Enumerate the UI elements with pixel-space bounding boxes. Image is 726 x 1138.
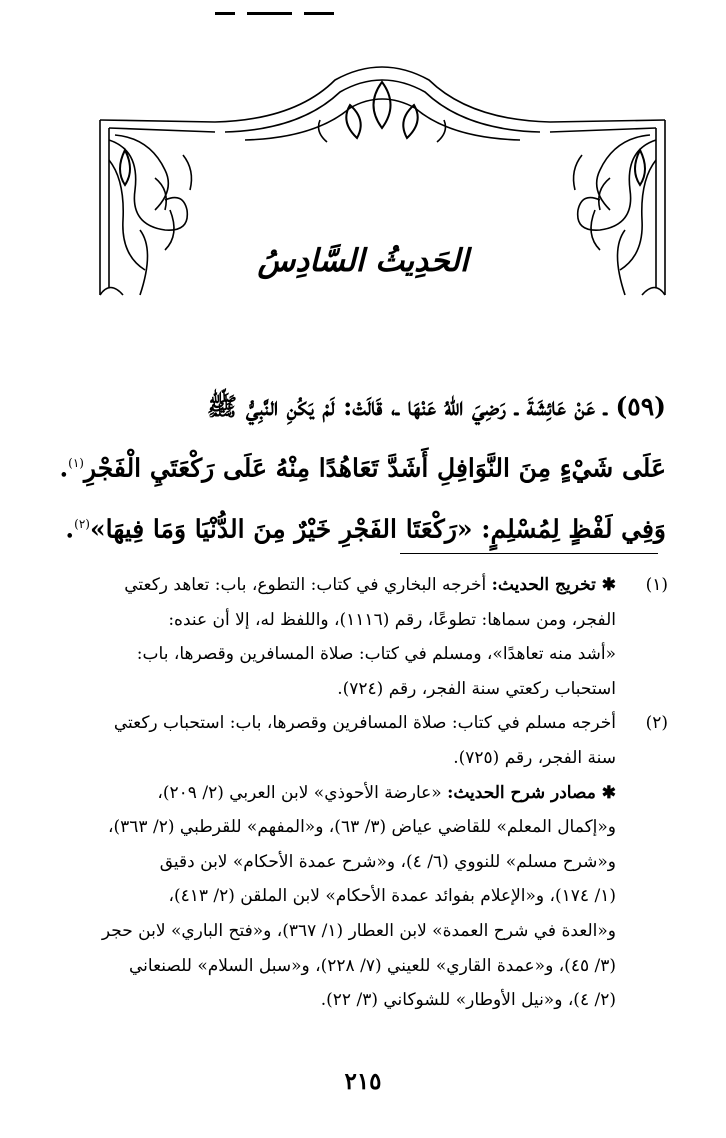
hadith-line-2-end: . (59, 453, 69, 483)
footnote-1-line-4: استحباب ركعتي سنة الفجر، رقم (٧٢٤). (337, 678, 616, 699)
top-cut-text (200, 0, 340, 4)
hadith-text (46, 378, 666, 558)
sources-body (56, 776, 616, 1018)
footnote-1-number: (١) (645, 575, 668, 595)
footnote-1 (56, 568, 668, 706)
page-number: ٢١٥ (344, 1068, 382, 1095)
footnote-1-lead: ✱ تخريج الحديث: (491, 575, 616, 595)
footnote-1-line-1-text: أخرجه البخاري في كتاب: التطوع، باب: تعاهد ركعتي (124, 575, 487, 595)
footnote-ref-1: (١) (68, 456, 84, 470)
footnote-1-body (56, 568, 616, 706)
footnotes (56, 568, 668, 1018)
sources-line-3: و«شرح مسلم» للنووي (٦/ ٤)، و«شرح عمدة الأحكام» لابن دقيق (159, 851, 616, 872)
sources-line-1-text: «عارضة الأحوذي» لابن العربي (٢/ ٢٠٩)، (157, 782, 442, 803)
footnote-ref-2: (٢) (74, 517, 90, 532)
footnote-separator (400, 553, 658, 554)
sources-line-2: و«إكمال المعلم» للقاضي عياض (٣/ ٦٣)، و«المفهم» للقرطبي (٢/ ٣٦٣)، (108, 817, 616, 838)
footnote-1-line-1 (56, 568, 616, 603)
sources-line-4: (١/ ١٧٤)، و«الإعلام بفوائد عمدة الأحكام» لابن الملقن (٢/ ٤١٣)، (168, 886, 616, 907)
sources-line-1 (56, 776, 616, 811)
sources-line-7: (٢/ ٤)، و«نيل الأوطار» للشوكاني (٣/ ٢٢). (320, 990, 616, 1011)
hadith-line-1: (٥٩) ـ عَنْ عَائِشَةَ ـ رَضِيَ اللهُ عَنْهَا ـ، قَالَتْ: لَمْ يَكُنِ النَّبِيُّ ﷺ (206, 392, 666, 421)
sources-block (56, 776, 668, 1018)
footnote-2 (56, 706, 668, 775)
footnote-2-body (56, 706, 616, 775)
hadith-line-3-end: . (65, 514, 75, 544)
hadith-line-3-text: وَفِي لَفْظٍ لِمُسْلِمٍ: «رَكْعَتَا الفَجْرِ خَيْرٌ مِنَ الدُّنْيَا وَمَا فِيهَا» (89, 514, 666, 544)
sources-line-5: و«العدة في شرح العمدة» لابن العطار (١/ ٣٦٧)، و«فتح الباري» لابن حجر (101, 920, 616, 941)
footnote-1-line-2: الفجر، ومن سماها: تطوعًا، رقم (١١١٦)، واللفظ له، إلا أن عنده: (168, 609, 616, 630)
footnote-2-line-1: أخرجه مسلم في كتاب: صلاة المسافرين وقصرها، باب: استحباب ركعتي (113, 713, 616, 734)
footnote-2-number: (٢) (645, 713, 668, 734)
footnote-2-line-2: سنة الفجر، رقم (٧٢٥). (453, 747, 616, 768)
hadith-line-3 (46, 496, 666, 557)
hadith-line-2-text: عَلَى شَيْءٍ مِنَ النَّوَافِلِ أَشَدَّ تَعَاهُدًا مِنْهُ عَلَى رَكْعَتَيِ الْفَجْرِ (83, 453, 666, 483)
sources-line-6: (٣/ ٤٥)، و«عمدة القاري» للعيني (٧/ ٢٢٨)، و«سبل السلام» للصنعاني (129, 955, 616, 976)
chapter-title: الحَدِيثُ السَّادِسُ (257, 243, 469, 279)
hadith-line-2 (46, 435, 666, 496)
sources-lead: ✱ مصادر شرح الحديث: (447, 782, 616, 803)
footnote-1-line-3: «أشد منه تعاهدًا»، ومسلم في كتاب: صلاة المسافرين وقصرها، باب: (136, 644, 616, 665)
